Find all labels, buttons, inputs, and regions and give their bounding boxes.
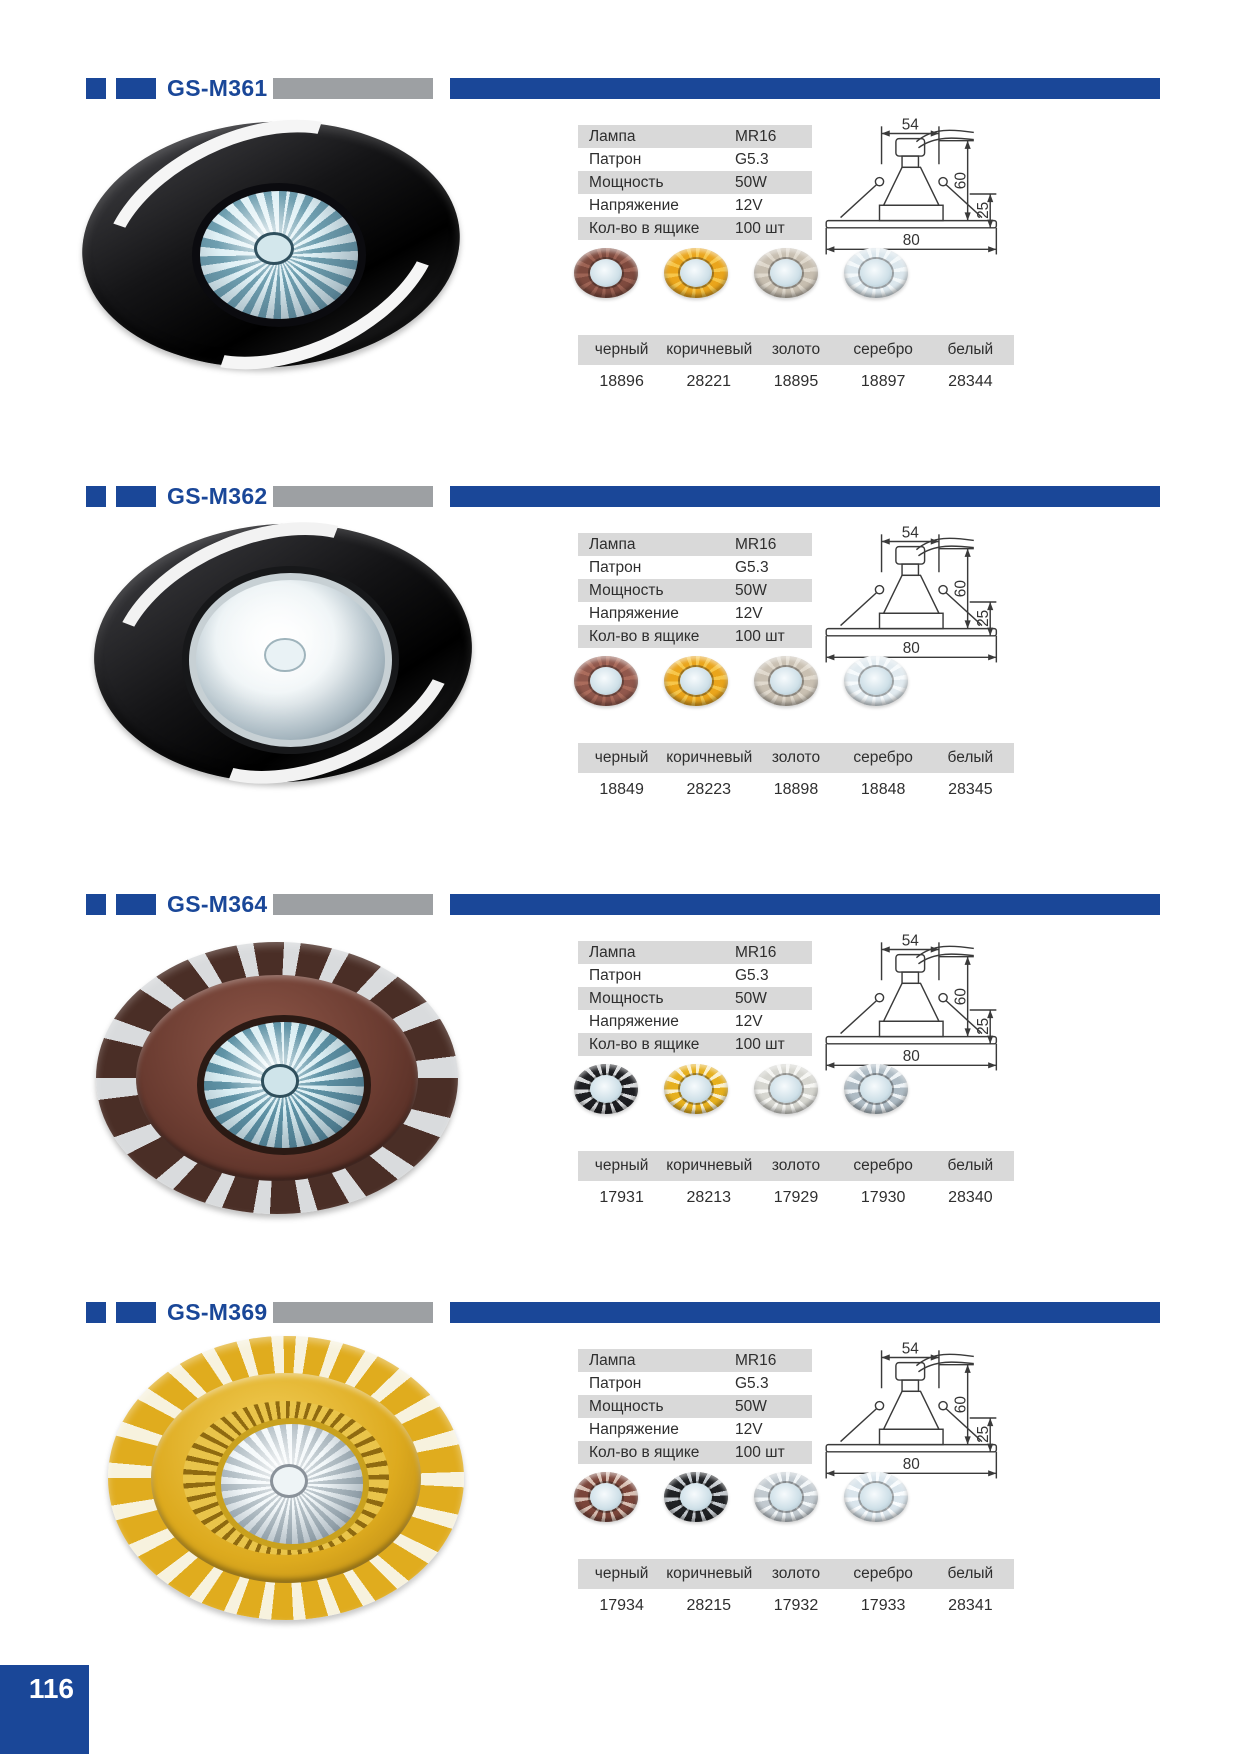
spec-table <box>578 533 812 648</box>
dim-depth-label: 25 <box>975 201 993 219</box>
product-section-gs-m362 <box>0 483 1240 894</box>
variant-code-table <box>578 1151 1014 1214</box>
fixture-lamp-hub <box>261 1064 300 1097</box>
spec-row <box>578 194 812 217</box>
header-gray-bar <box>273 486 433 507</box>
spec-value: G5.3 <box>735 558 769 576</box>
variant-name: коричневый <box>665 1151 752 1181</box>
variant-name: коричневый <box>665 743 752 773</box>
finish-swatches <box>574 1472 908 1522</box>
spec-row <box>578 217 812 240</box>
spec-table <box>578 941 812 1056</box>
variant-code: 18896 <box>599 372 644 390</box>
finish-swatches <box>574 1064 908 1114</box>
finish-swatch <box>664 1064 728 1114</box>
finish-swatch <box>754 656 818 706</box>
variant-code-table <box>578 743 1014 806</box>
dim-bottom-label: 80 <box>902 1456 920 1474</box>
finish-swatch <box>574 1472 638 1522</box>
spec-row <box>578 964 812 987</box>
spec-value: G5.3 <box>735 150 769 168</box>
variant-name: черный <box>578 1151 665 1181</box>
spec-label: Кол-во в ящике <box>589 1035 700 1053</box>
variant-code: 17930 <box>860 1188 906 1206</box>
variant-name: черный <box>578 1559 665 1589</box>
variant-code: 17929 <box>773 1188 819 1206</box>
product-section-gs-m369 <box>0 1299 1240 1710</box>
variant-header-row <box>578 1559 1014 1589</box>
spec-label: Лампа <box>589 943 636 961</box>
spec-label: Мощность <box>589 1397 664 1415</box>
product-photo <box>82 122 460 367</box>
spec-label: Мощность <box>589 173 664 191</box>
variant-header-row <box>578 335 1014 365</box>
dim-height-label: 60 <box>952 1396 970 1414</box>
dim-top-label: 54 <box>901 1342 919 1358</box>
variant-name: серебро <box>840 1151 927 1181</box>
variant-name: серебро <box>840 335 927 365</box>
spec-value: MR16 <box>735 127 777 145</box>
variant-name: серебро <box>840 743 927 773</box>
spec-label: Кол-во в ящике <box>589 627 700 645</box>
finish-swatch <box>574 1064 638 1114</box>
spec-row <box>578 171 812 194</box>
variant-name: черный <box>578 743 665 773</box>
finish-swatch <box>754 1064 818 1114</box>
variant-code: 28340 <box>948 1188 993 1206</box>
variant-header-row <box>578 1151 1014 1181</box>
variant-code: 28213 <box>686 1188 732 1206</box>
product-section-gs-m364 <box>0 891 1240 1302</box>
spec-value: 100 шт <box>735 1035 785 1053</box>
variant-code-row <box>578 365 1014 398</box>
variant-code: 28221 <box>686 372 732 390</box>
variant-code: 17933 <box>860 1596 906 1614</box>
variant-code-table <box>578 1559 1014 1622</box>
variant-name: белый <box>927 1151 1014 1181</box>
header-blue-bar <box>450 486 1160 507</box>
spec-row <box>578 1372 812 1395</box>
spec-label: Лампа <box>589 535 636 553</box>
spec-value: 50W <box>735 1397 767 1415</box>
spec-table <box>578 1349 812 1464</box>
spec-row <box>578 533 812 556</box>
product-header <box>0 1299 1240 1325</box>
variant-name: белый <box>927 1559 1014 1589</box>
variant-code-row <box>578 1589 1014 1622</box>
finish-swatch <box>664 248 728 298</box>
variant-code: 18849 <box>599 780 644 798</box>
header-gray-bar <box>273 1302 433 1323</box>
header-accent-rect <box>116 486 156 507</box>
variant-name: золото <box>752 743 839 773</box>
variant-name: коричневый <box>665 1559 752 1589</box>
dim-depth-label: 25 <box>975 609 993 627</box>
header-accent-square <box>86 486 106 507</box>
dim-height-label: 60 <box>952 580 970 598</box>
variant-header-row <box>578 743 1014 773</box>
finish-swatch <box>844 1064 908 1114</box>
spec-label: Лампа <box>589 1351 636 1369</box>
variant-code: 17932 <box>773 1596 819 1614</box>
variant-name: серебро <box>840 1559 927 1589</box>
product-code: GS-M361 <box>167 75 268 101</box>
spec-label: Лампа <box>589 127 636 145</box>
finish-swatch <box>844 248 908 298</box>
product-code: GS-M364 <box>167 891 268 917</box>
variant-code: 17934 <box>599 1596 644 1614</box>
spec-label: Напряжение <box>589 196 679 214</box>
header-blue-bar <box>450 78 1160 99</box>
spec-row <box>578 987 812 1010</box>
header-blue-bar <box>450 894 1160 915</box>
spec-label: Напряжение <box>589 1420 679 1438</box>
dim-height-label: 60 <box>952 172 970 190</box>
fixture-lamp-hub <box>254 232 294 265</box>
finish-swatch <box>664 1472 728 1522</box>
finish-swatches <box>574 248 908 298</box>
spec-value: G5.3 <box>735 966 769 984</box>
variant-name: черный <box>578 335 665 365</box>
dim-bottom-label: 80 <box>902 640 920 658</box>
spec-row <box>578 625 812 648</box>
variant-name: золото <box>752 1151 839 1181</box>
variant-code-row <box>578 1181 1014 1214</box>
variant-name: белый <box>927 743 1014 773</box>
variant-code: 28345 <box>948 780 993 798</box>
header-accent-rect <box>116 78 156 99</box>
product-photo <box>108 1336 464 1620</box>
finish-swatch <box>754 1472 818 1522</box>
spec-row <box>578 602 812 625</box>
product-photo <box>96 942 458 1214</box>
variant-code: 17931 <box>599 1188 644 1206</box>
spec-row <box>578 1395 812 1418</box>
finish-swatch <box>754 248 818 298</box>
finish-swatches <box>574 656 908 706</box>
spec-row <box>578 125 812 148</box>
product-code: GS-M369 <box>167 1299 268 1325</box>
spec-label: Напряжение <box>589 1012 679 1030</box>
header-accent-square <box>86 894 106 915</box>
header-gray-bar <box>273 894 433 915</box>
product-header <box>0 483 1240 509</box>
fixture-lamp-hub <box>264 638 306 673</box>
product-header <box>0 75 1240 101</box>
header-blue-bar <box>450 1302 1160 1323</box>
finish-swatch <box>574 248 638 298</box>
spec-value: MR16 <box>735 535 777 553</box>
variant-code: 28344 <box>948 372 993 390</box>
variant-code: 18848 <box>860 780 906 798</box>
spec-value: MR16 <box>735 943 777 961</box>
spec-value: 12V <box>735 1012 763 1030</box>
spec-row <box>578 941 812 964</box>
spec-value: 100 шт <box>735 219 785 237</box>
dim-bottom-label: 80 <box>902 232 920 250</box>
product-photo <box>94 524 472 782</box>
spec-label: Кол-во в ящике <box>589 219 700 237</box>
spec-row <box>578 1418 812 1441</box>
header-accent-rect <box>116 1302 156 1323</box>
dim-depth-label: 25 <box>975 1425 993 1443</box>
variant-code: 18897 <box>860 372 906 390</box>
variant-code: 18895 <box>773 372 819 390</box>
spec-row <box>578 1349 812 1372</box>
spec-row <box>578 1033 812 1056</box>
spec-label: Напряжение <box>589 604 679 622</box>
dim-height-label: 60 <box>952 988 970 1006</box>
product-header <box>0 891 1240 917</box>
spec-value: MR16 <box>735 1351 777 1369</box>
variant-code: 18898 <box>773 780 819 798</box>
spec-label: Мощность <box>589 581 664 599</box>
variant-name: золото <box>752 335 839 365</box>
spec-row <box>578 1010 812 1033</box>
spec-value: 12V <box>735 196 763 214</box>
spec-label: Патрон <box>589 966 642 984</box>
spec-value: 50W <box>735 173 767 191</box>
page-number: 116 <box>0 1665 89 1754</box>
header-accent-rect <box>116 894 156 915</box>
spec-row <box>578 148 812 171</box>
variant-code-table <box>578 335 1014 398</box>
spec-row <box>578 579 812 602</box>
variant-code-row <box>578 773 1014 806</box>
spec-label: Кол-во в ящике <box>589 1443 700 1461</box>
spec-value: G5.3 <box>735 1374 769 1392</box>
header-gray-bar <box>273 78 433 99</box>
finish-swatch <box>574 656 638 706</box>
spec-value: 100 шт <box>735 1443 785 1461</box>
dim-depth-label: 25 <box>975 1017 993 1035</box>
variant-code: 28341 <box>948 1596 993 1614</box>
header-accent-square <box>86 78 106 99</box>
spec-value: 50W <box>735 989 767 1007</box>
spec-row <box>578 1441 812 1464</box>
variant-code: 28215 <box>686 1596 732 1614</box>
spec-label: Патрон <box>589 1374 642 1392</box>
spec-value: 12V <box>735 604 763 622</box>
spec-label: Мощность <box>589 989 664 1007</box>
spec-table <box>578 125 812 240</box>
variant-name: белый <box>927 335 1014 365</box>
variant-code: 28223 <box>686 780 732 798</box>
dim-top-label: 54 <box>901 526 919 542</box>
variant-name: золото <box>752 1559 839 1589</box>
product-code: GS-M362 <box>167 483 268 509</box>
spec-value: 50W <box>735 581 767 599</box>
spec-label: Патрон <box>589 558 642 576</box>
dim-top-label: 54 <box>901 934 919 950</box>
spec-value: 12V <box>735 1420 763 1438</box>
variant-name: коричневый <box>665 335 752 365</box>
spec-value: 100 шт <box>735 627 785 645</box>
fixture-lamp-hub <box>270 1464 308 1498</box>
dim-top-label: 54 <box>901 118 919 134</box>
spec-row <box>578 556 812 579</box>
dim-bottom-label: 80 <box>902 1048 920 1066</box>
finish-swatch <box>664 656 728 706</box>
finish-swatch <box>844 1472 908 1522</box>
spec-label: Патрон <box>589 150 642 168</box>
finish-swatch <box>844 656 908 706</box>
header-accent-square <box>86 1302 106 1323</box>
product-section-gs-m361 <box>0 75 1240 486</box>
